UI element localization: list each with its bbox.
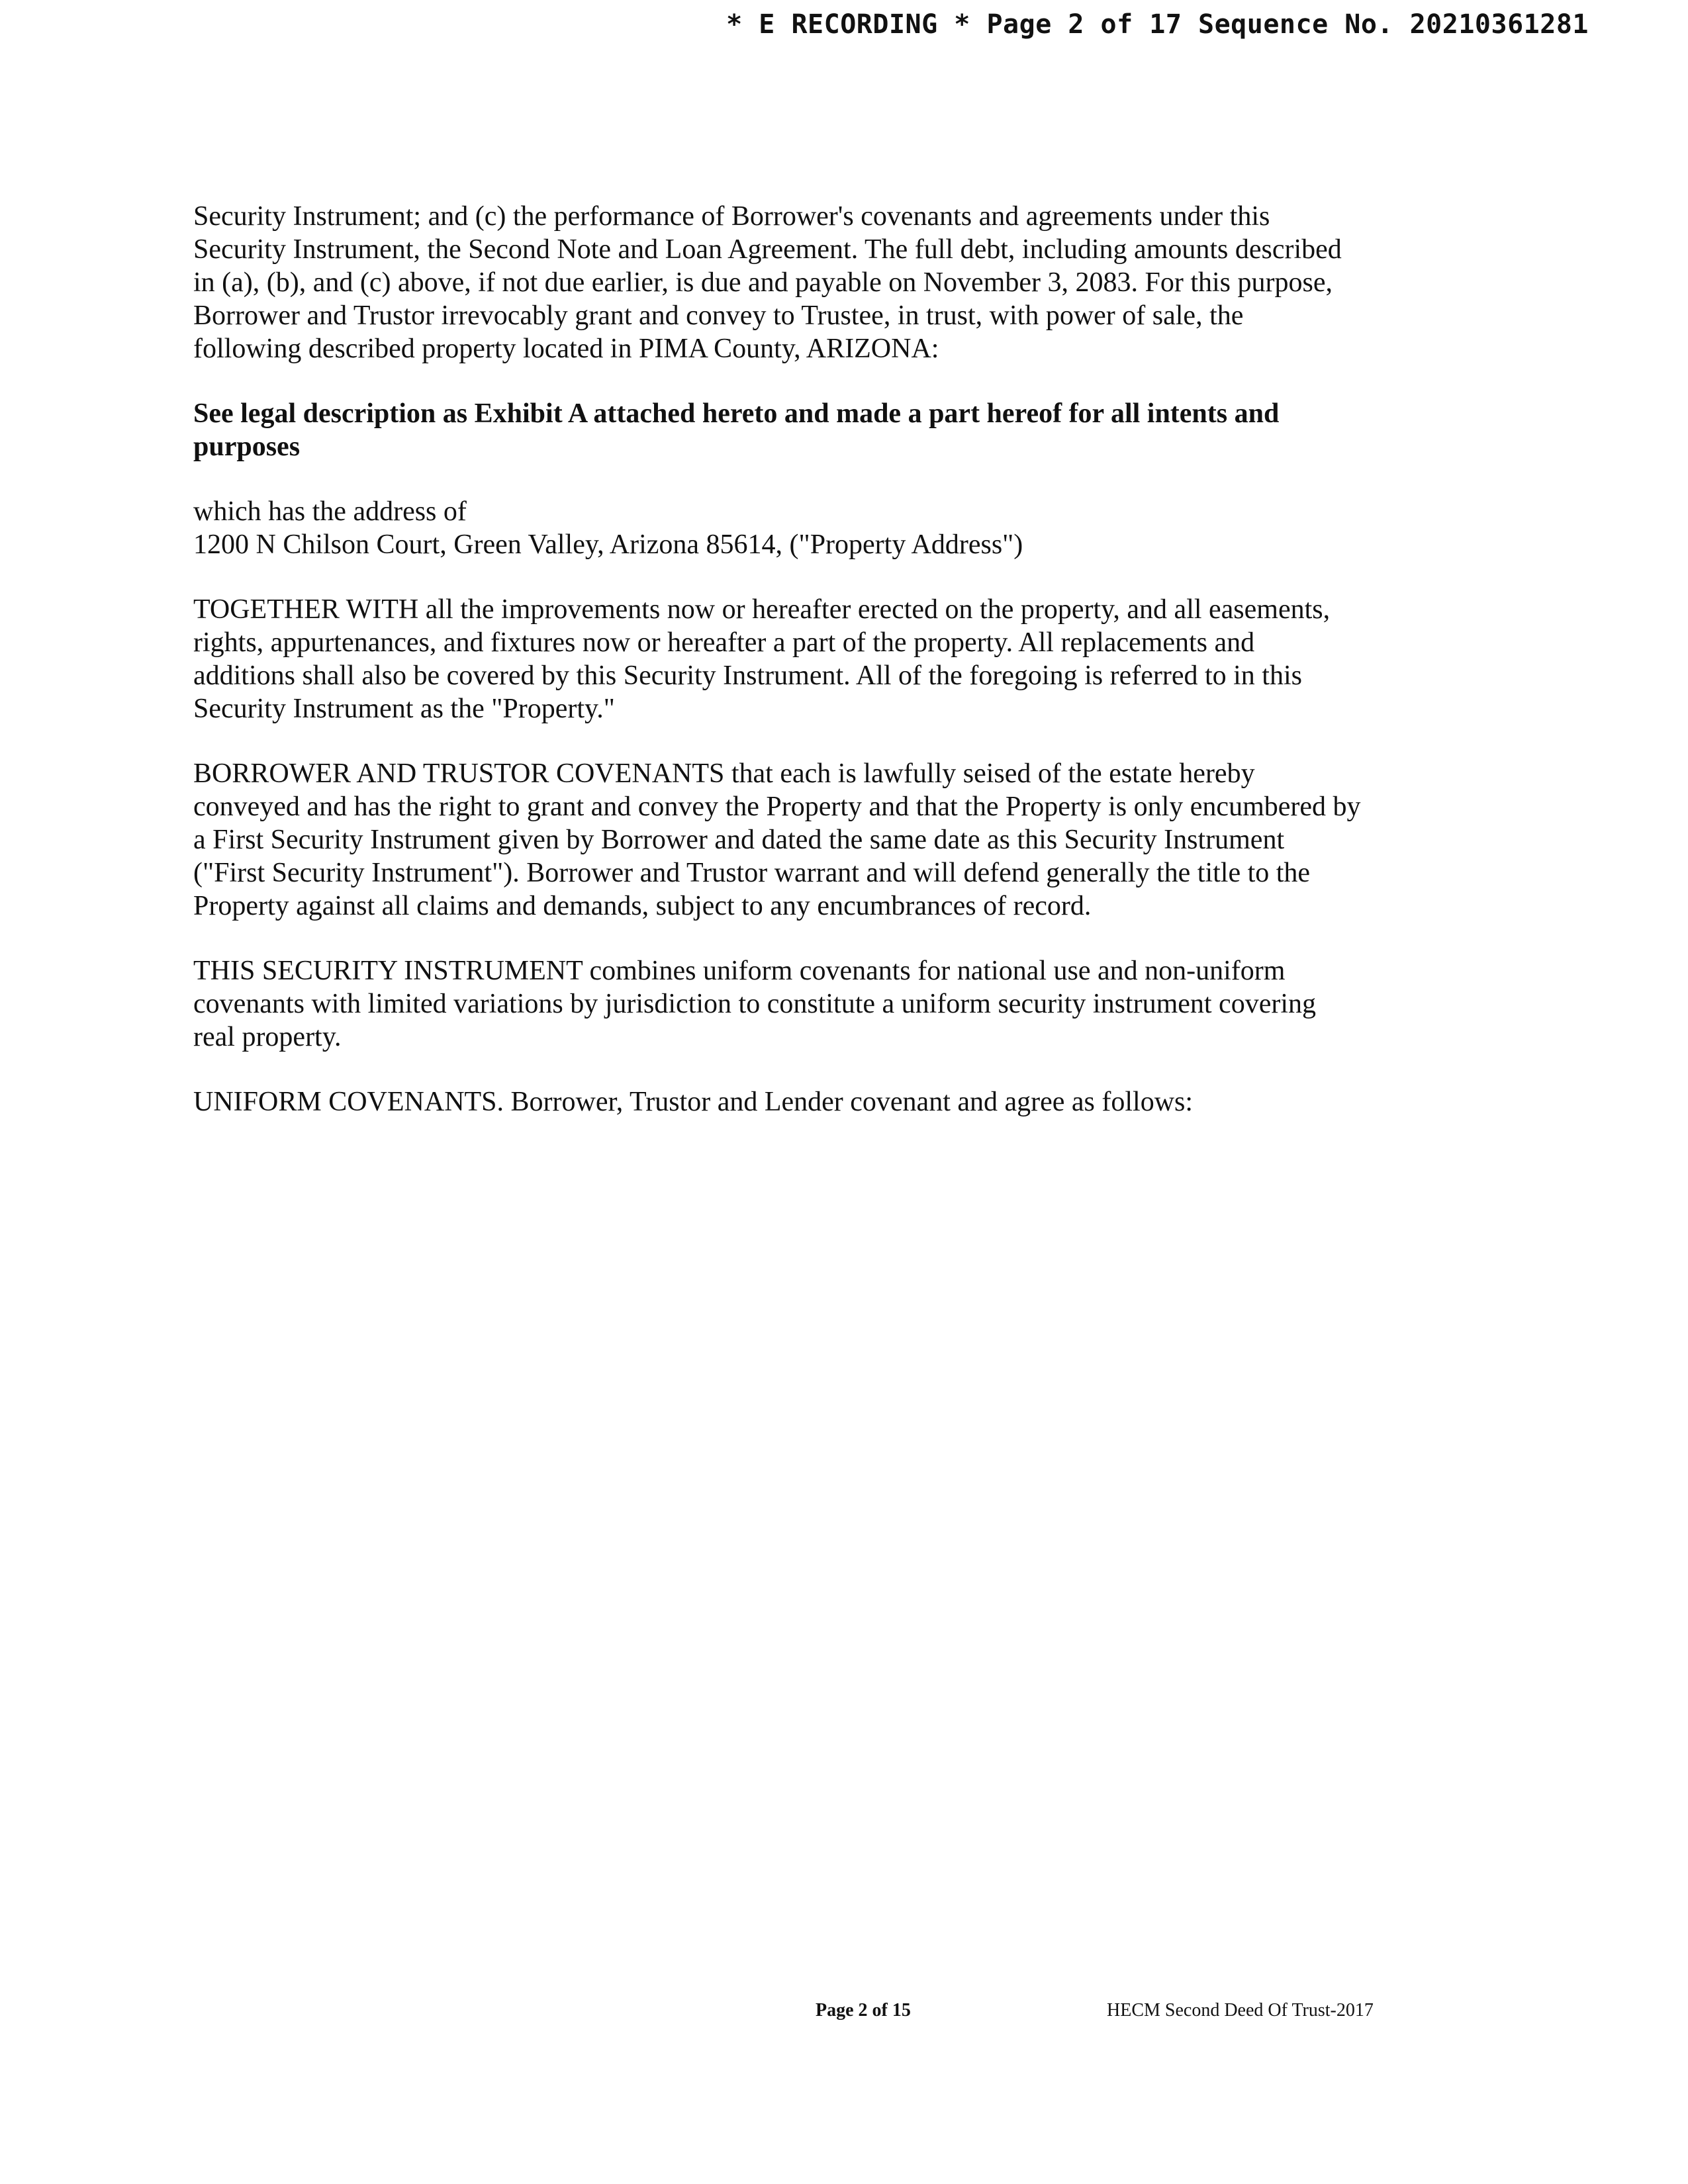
text-line: conveyed and has the right to grant and convey the Property and that the Property is only encumbered by bbox=[193, 792, 1361, 822]
text-line: Security Instrument, the Second Note and Loan Agreement. The full debt, including amounts described bbox=[193, 234, 1342, 265]
text-line: THIS SECURITY INSTRUMENT combines uniform covenants for national use and non-uniform bbox=[193, 956, 1286, 986]
document-body bbox=[193, 200, 1438, 1150]
text-line: covenants with limited variations by jurisdiction to constitute a uniform security instrument covering bbox=[193, 989, 1316, 1019]
text-line: in (a), (b), and (c) above, if not due earlier, is due and payable on November 3, 2083. For this purpose, bbox=[193, 267, 1333, 298]
text-line: Borrower and Trustor irrevocably grant and convey to Trustee, in trust, with power of sale, the bbox=[193, 300, 1244, 331]
text-line: ("First Security Instrument"). Borrower and Trustor warrant and will defend generally the title to the bbox=[193, 858, 1311, 888]
text-line: Property against all claims and demands, subject to any encumbrances of record. bbox=[193, 891, 1092, 921]
text-line: additions shall also be covered by this Security Instrument. All of the foregoing is referred to in this bbox=[193, 660, 1302, 691]
recording-header: * E RECORDING * Page 2 of 17 Sequence No. 20210361281 bbox=[726, 9, 1589, 40]
paragraph-uniform-covenants bbox=[193, 1085, 1438, 1118]
paragraph-debt-and-grant bbox=[193, 200, 1438, 365]
text-line: Security Instrument; and (c) the performance of Borrower's covenants and agreements under this bbox=[193, 201, 1270, 232]
text-line: UNIFORM COVENANTS. Borrower, Trustor and Lender covenant and agree as follows: bbox=[193, 1087, 1194, 1117]
text-line: a First Security Instrument given by Borrower and dated the same date as this Security Instrument bbox=[193, 825, 1285, 855]
paragraph-together-with bbox=[193, 593, 1438, 725]
text-line: rights, appurtenances, and fixtures now or hereafter a part of the property. All replacements and bbox=[193, 627, 1255, 658]
paragraph-security-instrument bbox=[193, 954, 1438, 1054]
text-line: BORROWER AND TRUSTOR COVENANTS that each is lawfully seised of the estate hereby bbox=[193, 758, 1255, 789]
paragraph-property-address bbox=[193, 495, 1438, 561]
paragraph-legal-description bbox=[193, 397, 1438, 463]
text-line: purposes bbox=[193, 432, 301, 462]
footer-page-number: Page 2 of 15 bbox=[816, 2000, 911, 2021]
text-line: which has the address of bbox=[193, 496, 467, 527]
text-line: Security Instrument as the "Property." bbox=[193, 694, 615, 724]
text-line: See legal description as Exhibit A attached hereto and made a part hereof for all intents and bbox=[193, 398, 1280, 429]
text-line: following described property located in PIMA County, ARIZONA: bbox=[193, 334, 939, 364]
text-line: TOGETHER WITH all the improvements now or hereafter erected on the property, and all easements, bbox=[193, 594, 1331, 625]
text-line: real property. bbox=[193, 1022, 342, 1052]
paragraph-borrower-covenants bbox=[193, 757, 1438, 923]
footer-form-name: HECM Second Deed Of Trust-2017 bbox=[1107, 2000, 1374, 2021]
property-address: 1200 N Chilson Court, Green Valley, Arizona 85614, ("Property Address") bbox=[193, 529, 1023, 560]
